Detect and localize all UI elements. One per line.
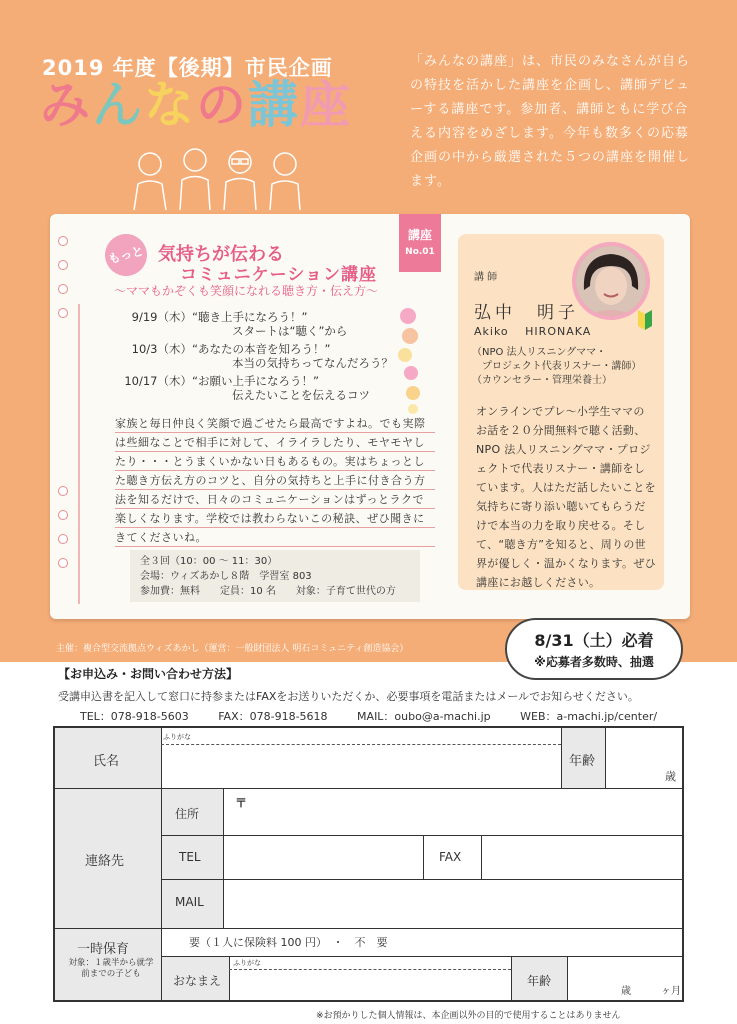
privacy-note: ※お預かりした個人情報は、本企画以外の目的で使用することはありません [316,1011,621,1021]
grid-line [481,835,482,879]
apply-text: 受講申込書を記入して窓口に持参またはFAXをお送りいただくか、必要事項を電話またはメールでお知らせください。 [58,690,639,703]
beginner-mark-icon [638,310,652,330]
teacher-name: 弘中 明子 [474,303,579,323]
binder-hole [58,260,68,270]
dot [398,348,412,362]
grid-line [161,835,682,836]
fax-input[interactable] [485,839,679,875]
grid-line [55,928,682,929]
child-age-units: 歳 ヶ月 [621,986,681,997]
schedule-row [112,373,432,405]
teacher-photo [572,242,650,320]
schedule-date: 10/3（木） [131,342,192,356]
tel-label: TEL [179,850,201,864]
child-name-label: おなまえ [173,974,222,988]
address-input[interactable] [251,792,679,832]
schedule-date: 9/19（木） [131,310,192,324]
schedule-subtopic: 本当の気持ちってなんだろう？ [232,356,393,370]
course-title-line2: コミュニケーション講座 [180,265,377,285]
furigana-divider [161,744,561,745]
course-description: 家族と毎日仲良く笑顔で過ごせたら最高ですよね。でも実際は些細なことで相手に対して、イライラしたり、モヤモヤしたり・・・とうまくいかない日もあるもの。実はちょっとした聴き方伝え方のコツと、自分の気持ちと上手に付き合う方法を知るだけで、日々のコミュニケーションはずっとラクで楽しくなります。学校では教わらないこの秘訣、ぜひ聞きにきてくださいね。 [115,414,435,547]
info-fee: 参加費：無料 定員：10 名 対象：子育て世代の方 [140,586,396,597]
course-title-line1: 気持ちが伝わる [158,244,284,265]
schedule-row [112,341,432,373]
course-subtitle: 〜ママもかぞくも笑顔になれる聴き方・伝え方〜 [114,284,379,298]
dot [402,328,418,344]
binder-hole [58,308,68,318]
fax-label: FAX [439,850,462,864]
age-input[interactable] [609,732,661,784]
teacher-roman-name: Akiko HIRONAKA [474,325,592,338]
margin-line [78,304,80,604]
contact-web[interactable]: WEB：a-machi.jp/center/ [520,710,658,723]
main-title [40,76,352,134]
grid-line [229,956,230,1000]
main-title-char: 講 [248,76,300,134]
host-text: 主催：複合型交流拠点ウィズあかし（運営：一般財団法人 明石コミュニティ創造協会） [56,644,409,654]
affiliation-line: プロジェクト代表リスナー・講師） [472,361,642,372]
teacher-role: 講 師 [474,272,498,283]
schedule-date: 10/17（木） [124,374,192,388]
child-name-input[interactable] [233,971,507,998]
address-label: 住所 [175,807,200,821]
main-title-char: の [196,76,248,134]
contact-tel: TEL：078-918-5603 [80,710,189,723]
mail-label: MAIL [175,895,204,909]
contact-info [80,708,683,724]
child-age-input[interactable] [571,960,679,980]
binder-hole [58,236,68,246]
binder-hole [58,558,68,568]
grid-line [605,728,606,788]
childcare-label: 一時保育 [77,942,130,957]
grid-line [55,788,682,789]
grid-line [561,728,562,788]
main-title-char: 座 [300,76,352,134]
apply-heading: 【お申込み・お問い合わせ方法】 [58,667,239,681]
tag-number: No.01 [405,247,435,257]
binder-holes [58,236,78,596]
schedule-topic: “聴き上手になろう！” [192,310,308,324]
info-sessions: 全３回（10：00 〜 11：30） [140,556,278,567]
motto-badge: もっと [100,229,151,280]
main-title-char: な [144,76,196,134]
intro-text: 「みんなの講座」は、市民のみなさんが自らの特技を活かした講座を企画し、講師デビューする講座です。参加者、講師ともに学び合える内容をめざします。今年も数多くの応募企画の中から厳選された５つの講座を開催します。 [410,54,691,189]
application-form [53,726,684,1002]
tag-label: 講座 [407,228,432,242]
grid-line [567,956,568,1000]
binder-hole [58,284,68,294]
child-furigana-label: ふりがな [233,959,261,967]
binder-hole [58,534,68,544]
postal-mark: 〒 [235,796,248,810]
schedule [112,309,432,405]
child-age-label: 年齢 [527,974,552,988]
furigana-divider [229,969,511,970]
teacher-bio: オンラインでプレ〜小学生ママのお話を２０分間無料で聴く活動、NPO 法人リスニングママ・プロジェクトで代表リスナー・講師をしています。人はただ話したいことを気持ちに寄り添い聴いてもらうだけで本当の力を取り戻せる。そして、“聴き方”を知ると、周りの世界が優しく・温かくなります。ぜひ講座にお越しください。 [476,405,656,589]
deadline-note: ※応募者多数時、抽選 [534,655,654,669]
main-title-char: み [40,76,92,134]
contact-mail[interactable]: MAIL：oubo@a-machi.jp [357,710,491,723]
age-unit: 歳 [665,770,676,783]
teacher-affiliation [472,346,658,388]
course-info [130,550,420,602]
deadline-date: 8/31（土）必着 [534,631,654,650]
decorative-dots [394,308,424,418]
name-input[interactable] [165,748,557,784]
dot [408,404,418,414]
contact-fax: FAX：078-918-5618 [218,710,328,723]
childcare-target: 対象：１歳半から就学前までの子ども [68,958,154,979]
schedule-subtopic: スタートは“聴く”から [232,324,348,338]
dot [400,308,416,324]
grid-line [423,835,424,879]
contact-label: 連絡先 [85,854,125,869]
grid-line [511,956,512,1000]
schedule-topic: “あなたの本音を知ろう！” [192,342,331,356]
deadline-badge [505,618,683,680]
binder-hole [58,510,68,520]
year-title: 2019 年度【後期】市民企画 [42,56,333,80]
mail-input[interactable] [227,883,679,924]
grid-line [161,879,682,880]
main-title-char: ん [92,76,144,134]
grid-line [223,788,224,928]
tel-input[interactable] [227,839,419,875]
dot [404,366,418,380]
grid-line [161,956,682,957]
furigana-label: ふりがな [163,733,191,741]
teacher-box [458,234,664,590]
grid-line [161,728,162,1000]
name-label: 氏名 [93,754,120,769]
binder-hole [58,486,68,496]
schedule-subtopic: 伝えたいことを伝えるコツ [232,388,370,402]
affiliation-line: （カウンセラー・管理栄養士） [472,375,612,386]
schedule-topic: “お願い上手になろう！” [192,374,319,388]
affiliation-line: （NPO 法人リスニングママ・ [472,347,607,358]
childcare-option[interactable]: 要（１人に保険料 100 円） ・ 不 要 [189,936,388,949]
schedule-row [112,309,432,341]
people-illustration [120,142,310,210]
course-card [50,214,690,619]
dot [406,386,420,400]
course-number-tag [399,214,441,272]
info-venue: 会場：ウィズあかし８階 学習室 803 [140,571,312,582]
age-label: 年齢 [569,754,596,769]
